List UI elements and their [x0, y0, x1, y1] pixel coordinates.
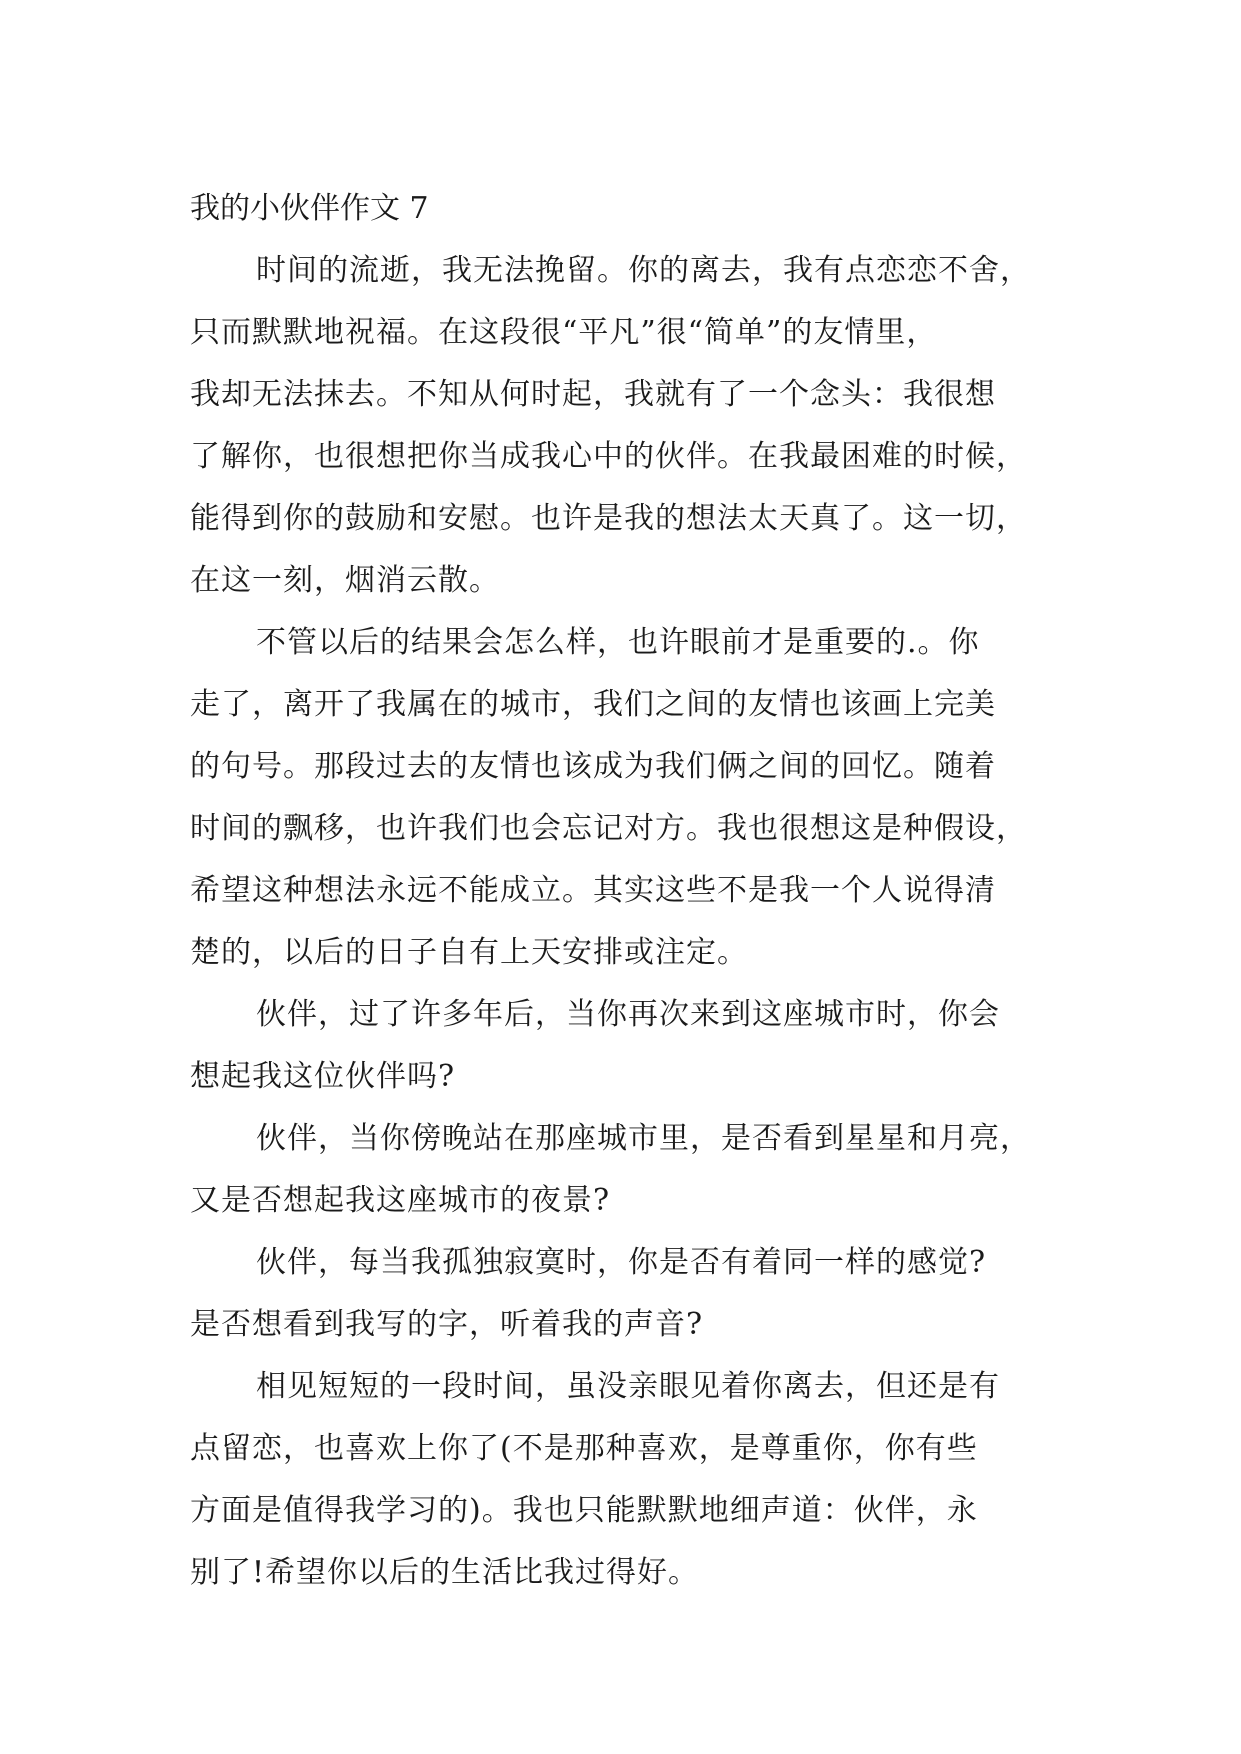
text-line: 时间的流逝，我无法挽留。你的离去，我有点恋恋不舍， — [256, 253, 1031, 288]
text-line: 我却无法抹去。不知从何时起，我就有了一个念头：我很想 — [190, 377, 996, 412]
text-line: 伙伴，每当我孤独寂寞时，你是否有着同一样的感觉? — [256, 1245, 987, 1280]
document-body — [190, 178, 1050, 1604]
paragraph — [190, 1356, 1050, 1604]
text-line: 的句号。那段过去的友情也该成为我们俩之间的回忆。随着 — [190, 749, 996, 784]
text-line: 别了!希望你以后的生活比我过得好。 — [190, 1555, 700, 1590]
paragraph — [190, 240, 1050, 612]
text-line: 希望这种想法永远不能成立。其实这些不是我一个人说得清 — [190, 873, 996, 908]
document-title: 我的小伙伴作文 7 — [190, 191, 429, 226]
text-line: 在这一刻，烟消云散。 — [190, 563, 500, 598]
text-line: 是否想看到我写的字，听着我的声音? — [190, 1307, 704, 1342]
text-line: 伙伴，过了许多年后，当你再次来到这座城市时，你会 — [256, 997, 1000, 1032]
text-line: 楚的，以后的日子自有上天安排或注定。 — [190, 935, 748, 970]
paragraph — [190, 1108, 1050, 1232]
text-line: 了解你，也很想把你当成我心中的伙伴。在我最困难的时候， — [190, 439, 1027, 474]
text-line: 只而默默地祝福。在这段很“平凡”很“简单”的友情里， — [190, 315, 938, 350]
text-line: 不管以后的结果会怎么样，也许眼前才是重要的.。你 — [256, 625, 980, 660]
text-line: 时间的飘移，也许我们也会忘记对方。我也很想这是种假设， — [190, 811, 1027, 846]
text-line: 方面是值得我学习的)。我也只能默默地细声道：伙伴，永 — [190, 1493, 978, 1528]
text-line: 伙伴，当你傍晚站在那座城市里，是否看到星星和月亮， — [256, 1121, 1031, 1156]
text-line: 想起我这位伙伴吗? — [190, 1059, 456, 1094]
paragraph — [190, 1232, 1050, 1356]
text-line: 相见短短的一段时间，虽没亲眼见着你离去，但还是有 — [256, 1369, 1000, 1404]
text-line: 又是否想起我这座城市的夜景? — [190, 1183, 611, 1218]
text-line: 点留恋，也喜欢上你了(不是那种喜欢，是尊重你，你有些 — [190, 1431, 978, 1466]
text-line: 能得到你的鼓励和安慰。也许是我的想法太天真了。这一切， — [190, 501, 1027, 536]
paragraph — [190, 612, 1050, 984]
text-line: 走了，离开了我属在的城市，我们之间的友情也该画上完美 — [190, 687, 996, 722]
paragraph — [190, 984, 1050, 1108]
